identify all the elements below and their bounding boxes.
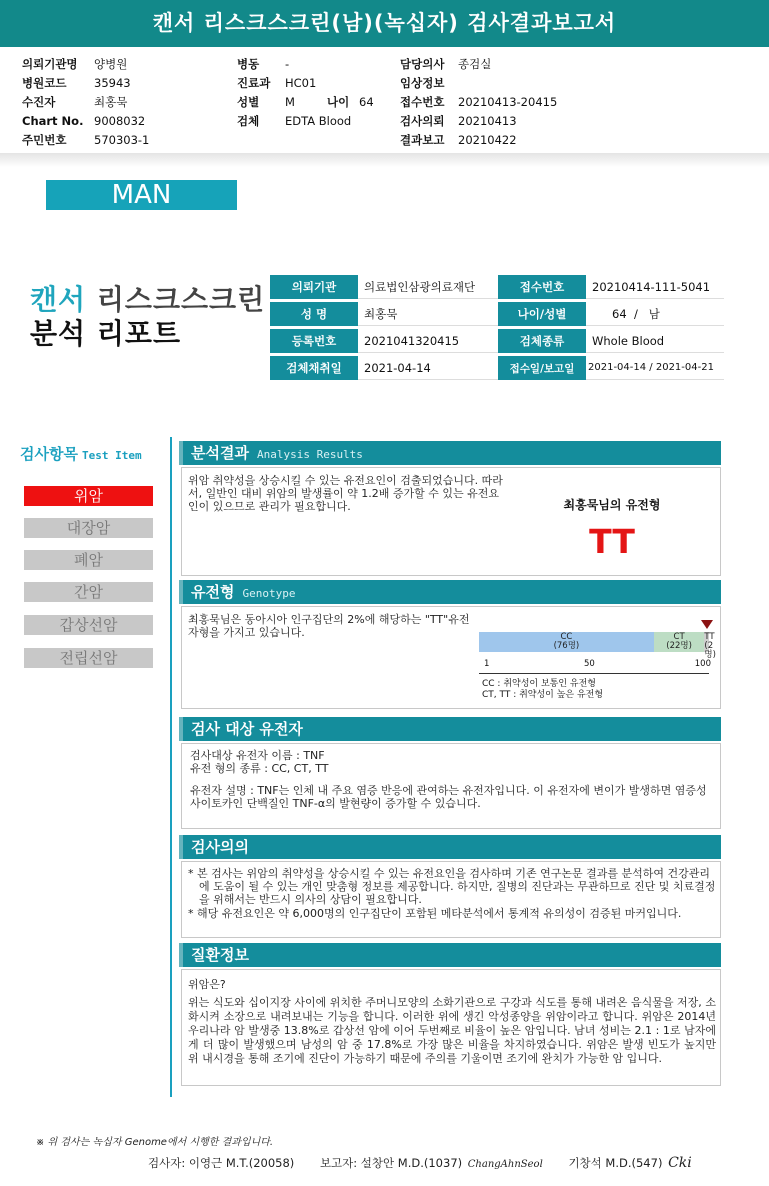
- table-row: [270, 275, 724, 299]
- sidebar-title-ko: 검사항목: [20, 445, 78, 463]
- info-value: 2021-04-14 / 2021-04-21: [586, 356, 724, 380]
- header-label: 주민번호: [22, 133, 67, 147]
- genotype-caption: 최홍묵님의 유전형: [563, 498, 661, 512]
- header-value: 35943: [94, 76, 131, 90]
- axis-tick: 1: [484, 659, 490, 669]
- bar-segment-ct: [654, 632, 705, 652]
- info-value: 64 / 남: [586, 302, 724, 326]
- bar-count: (22명): [666, 641, 692, 651]
- header-label: 접수번호: [400, 95, 445, 109]
- analysis-title: 분석결과: [191, 444, 249, 462]
- genotype-box: [181, 606, 721, 709]
- report-title-bar: 캔서 리스크스크린(남)(녹십자) 검사결과보고서: [0, 0, 769, 47]
- significance-bullet: * 본 검사는 위암의 취약성을 상승시킬 수 있는 유전요인을 검사하며 기존 연구논문 결과를 분석하여 건강관리에 도움이 될 수 있는 개인 맞춤형 정보를 제공합니다. 하지만, 질병의 진단과는 무관하므로 진단 및 치료결정을 위해서는 반드시 의사의 상담이 필요합니다.: [188, 867, 716, 906]
- significance-box: [181, 861, 721, 938]
- approver: 기창석 M.D.(547): [568, 1156, 663, 1170]
- header-value: 20210413-20415: [458, 95, 558, 109]
- info-key: 등록번호: [270, 329, 358, 353]
- sidebar-item-stomach[interactable]: 위암: [24, 486, 153, 506]
- info-value: 2021041320415: [358, 329, 498, 353]
- report-title-line2: 분석 리포트: [30, 317, 181, 350]
- analysis-title-en: Analysis Results: [256, 448, 363, 461]
- header-col2: [237, 55, 374, 131]
- significance-title: 검사의의: [191, 838, 249, 856]
- genotype-title-en: Genotype: [242, 587, 296, 600]
- header-label: 검체: [237, 114, 260, 128]
- significance-bullet: * 해당 유전요인은 약 6,000명의 인구집단이 포함된 메타분석에서 통계적 유의성이 검증된 마커입니다.: [188, 907, 682, 920]
- reporter: 보고자: 설창안 M.D.(1037): [319, 1156, 463, 1170]
- genotype-text: 최홍묵님은 동아시아 인구집단의 2%에 해당하는 "TT"유전자형을 가지고 있습니다.: [188, 613, 470, 639]
- disease-header: [179, 943, 721, 967]
- significance-header: [179, 835, 721, 859]
- sidebar-title: [20, 443, 142, 464]
- info-key: 나이/성별: [498, 302, 586, 326]
- sidebar-item-prostate[interactable]: 전립선암: [24, 648, 153, 668]
- bar-label: CT: [673, 632, 685, 642]
- bar-segment-tt: [704, 632, 716, 660]
- header-value: 양병원: [94, 57, 128, 71]
- report-title-part2: 리스크스크린: [96, 283, 266, 316]
- header-value: EDTA Blood: [285, 114, 352, 128]
- legend-item: CC : 취약성이 보통인 유전형: [482, 679, 596, 689]
- axis-tick: 100: [694, 659, 711, 669]
- genotype-result: TT: [589, 522, 635, 561]
- info-key: 접수일/보고일: [498, 356, 586, 380]
- info-value: 20210414-111-5041: [586, 275, 724, 299]
- table-row: [270, 302, 724, 326]
- header-col3: [400, 55, 557, 150]
- header-label: 결과보고: [400, 133, 445, 147]
- target-gene-header: [179, 717, 721, 741]
- header-label: 검사의뢰: [400, 114, 445, 128]
- bar-count: (2명): [704, 641, 716, 660]
- analysis-box: [181, 467, 721, 576]
- gender-banner: MAN: [46, 180, 237, 210]
- header-label: 임상정보: [400, 76, 445, 90]
- header-label: 나이: [327, 95, 350, 109]
- sidebar-title-en: Test Item: [81, 449, 142, 462]
- info-key: 성 명: [270, 302, 358, 326]
- header-col1: [22, 55, 149, 150]
- bar-axis: [484, 659, 711, 673]
- footer-signatures: [148, 1155, 692, 1171]
- info-key: 검체종류: [498, 329, 586, 353]
- significance-text: 본 검사는 위암의 취약성을 상승시킬 수 있는 유전요인을 검사하며 기존 연구논문 결과를 분석하여 건강관리에 도움이 될 수 있는 개인 맞춤형 정보를 제공합니다. 하지만, 질병의 진단과는 무관하므로 진단 및 치료결정을 위해서는 반드시 의사의 상담이 필요합니다.: [197, 867, 716, 906]
- header-label: 수진자: [22, 95, 56, 109]
- header-value: 종검실: [458, 57, 492, 71]
- gene-description: 유전자 설명 : TNF는 인체 내 주요 염증 반응에 관여하는 유전자입니다. 이 유전자에 변이가 발생하면 염증성 사이토카인 단백질인 TNF-α의 발현량이 증가할 수 있습니다.: [190, 784, 707, 810]
- sidebar-item-thyroid[interactable]: 갑상선암: [24, 615, 153, 635]
- disease-text: 위는 식도와 십이지장 사이에 위치한 주머니모양의 소화기관으로 구강과 식도를 통해 내려온 음식물을 저장, 소화시켜 소장으로 내려보내는 기능을 합니다. 이러한 위에 생긴 악성종양을 위암이라고 합니다. 위암은 2014년 우리나라 암 발생중 13.8%로 갑상선 암에 이어 두번째로 비율이 높은 암입니다. 남녀 성비는 2.1 : 1로 남자에게 더 많이 발생했으며 남성의 암 중 17.8%로 가장 많은 비율을 차지하였습니다. 위암은 발생 빈도가 높지만 위 내시경을 통해 조기에 진단이 가능하기 때문에 주의를 기울이면 조기에 완치가 가능한 암 입니다.: [188, 996, 716, 1065]
- significance-text: 해당 유전요인은 약 6,000명의 인구집단이 포함된 메타분석에서 통계적 유의성이 검증된 마커입니다.: [197, 907, 682, 920]
- info-value: 의료법인삼광의료재단: [358, 275, 498, 299]
- gene-types: 유전 형의 종류 : CC, CT, TT: [190, 762, 329, 775]
- signature-image: ChangAhnSeol: [467, 1159, 543, 1170]
- header-value: 64: [359, 95, 374, 109]
- analysis-header: [179, 441, 721, 465]
- header-value: HC01: [285, 76, 317, 90]
- info-value: 최홍묵: [358, 302, 498, 326]
- header-value: 20210422: [458, 133, 517, 147]
- patient-marker-icon: [701, 620, 713, 629]
- header-value: 20210413: [458, 114, 517, 128]
- target-gene-box: [181, 743, 721, 829]
- info-value: 2021-04-14: [358, 356, 498, 380]
- header-label: Chart No.: [22, 114, 84, 128]
- disease-title: 질환정보: [191, 946, 249, 964]
- disease-box: [181, 969, 721, 1086]
- genotype-distribution-bar: [479, 632, 716, 660]
- axis-line: [479, 673, 709, 674]
- header-value: M: [285, 95, 295, 109]
- patient-info-table: [270, 272, 724, 383]
- header-label: 진료과: [237, 76, 271, 90]
- header-value: 최홍묵: [94, 95, 128, 109]
- genotype-legend: [482, 679, 603, 701]
- header-label: 성별: [237, 95, 260, 109]
- sidebar-divider: [170, 437, 172, 1097]
- sidebar-item-liver[interactable]: 간암: [24, 582, 153, 602]
- disease-question: 위암은?: [188, 978, 226, 991]
- table-row: [270, 356, 724, 380]
- info-key: 접수번호: [498, 275, 586, 299]
- examiner: 검사자: 이영근 M.T.(20058): [148, 1156, 295, 1170]
- info-value: Whole Blood: [586, 329, 724, 353]
- axis-tick: 50: [584, 659, 595, 669]
- target-gene-title: 검사 대상 유전자: [191, 720, 303, 738]
- genotype-title: 유전형: [191, 583, 235, 601]
- header-label: 담당의사: [400, 57, 445, 71]
- footer-note: ※ 위 검사는 녹십자 Genome에서 시행한 결과입니다.: [36, 1137, 274, 1148]
- sidebar-item-colon[interactable]: 대장암: [24, 518, 153, 538]
- table-row: [270, 329, 724, 353]
- bar-label: TT: [704, 632, 715, 642]
- gene-name: 검사대상 유전자 이름 : TNF: [190, 749, 325, 762]
- report-title-part1: 캔서: [30, 283, 87, 316]
- info-key: 의뢰기관: [270, 275, 358, 299]
- legend-item: CT, TT : 취약성이 높은 유전형: [482, 690, 604, 700]
- bar-count: (76명): [553, 641, 580, 651]
- bar-label: CC: [560, 632, 573, 642]
- header-value: -: [285, 57, 290, 71]
- bar-segment-cc: [479, 632, 654, 652]
- header-label: 병동: [237, 57, 260, 71]
- info-key: 검체채취일: [270, 356, 358, 380]
- analysis-text: 위암 취약성을 상승시킬 수 있는 유전요인이 검출되었습니다. 따라서, 일반인 대비 위암의 발생률이 약 1.2배 증가할 수 있는 유전요인이 있으므로 관리가 필요합니다.: [188, 474, 503, 513]
- header-label: 의뢰기관명: [22, 57, 78, 71]
- section-divider: [0, 153, 769, 167]
- header-value: 9008032: [94, 114, 146, 128]
- genotype-header: [179, 580, 721, 604]
- signature-image: Cki: [668, 1155, 692, 1171]
- header-label: 병원코드: [22, 76, 67, 90]
- header-value: 570303-1: [94, 133, 150, 147]
- sidebar-item-lung[interactable]: 폐암: [24, 550, 153, 570]
